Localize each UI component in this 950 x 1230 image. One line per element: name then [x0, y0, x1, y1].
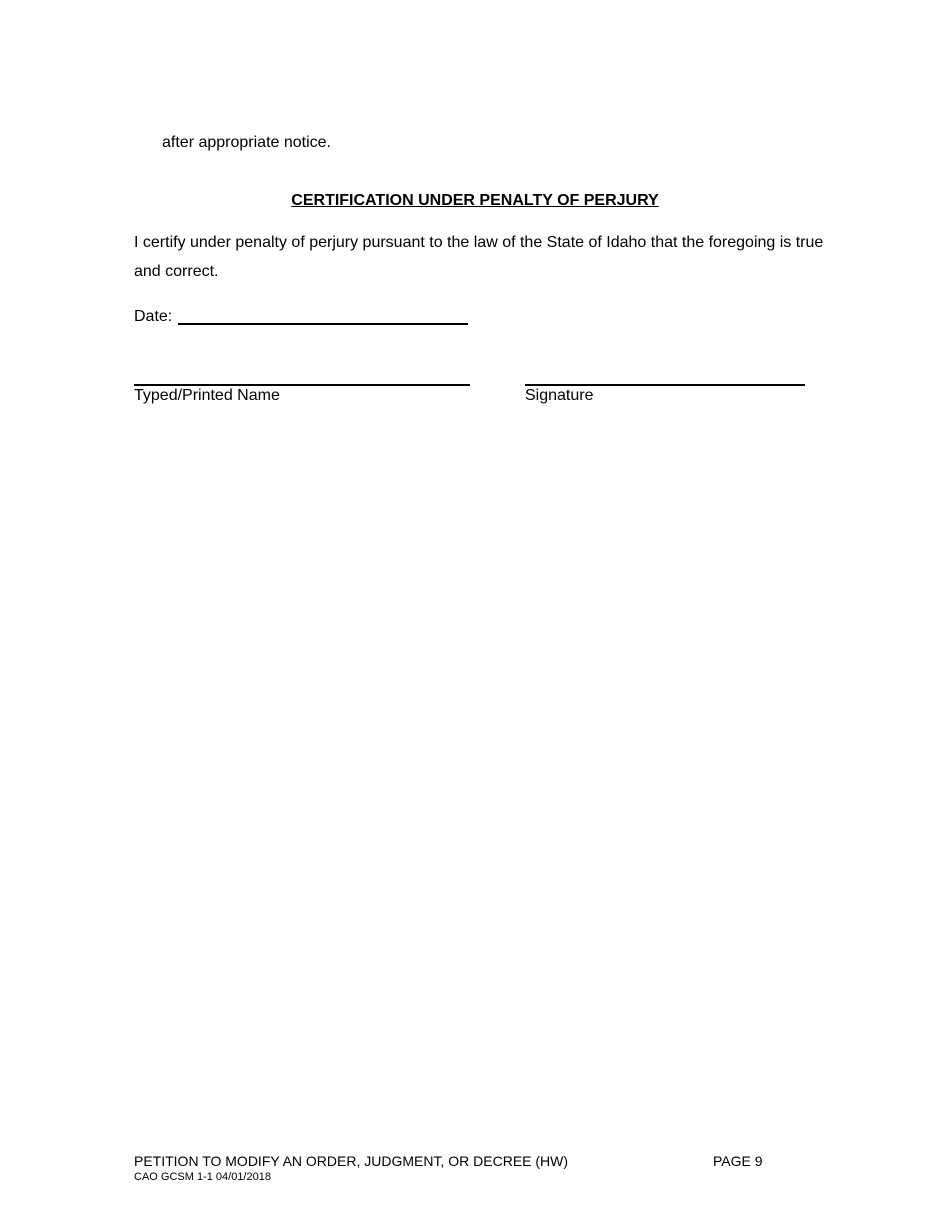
date-row — [134, 308, 468, 326]
certification-heading: CERTIFICATION UNDER PENALTY OF PERJURY — [291, 192, 659, 209]
signature-field-line[interactable] — [525, 384, 805, 386]
footer-document-title: PETITION TO MODIFY AN ORDER, JUDGMENT, OR DECREE (HW) — [134, 1153, 569, 1169]
printed-name-field-line[interactable] — [134, 384, 470, 386]
printed-name-label: Typed/Printed Name — [134, 387, 280, 404]
signature-block — [525, 384, 805, 405]
certification-body: I certify under penalty of perjury pursuant to the law of the State of Idaho that the foregoing is true and correct. — [134, 234, 824, 280]
continuation-text: after appropriate notice. — [162, 134, 331, 151]
printed-name-block — [134, 384, 470, 405]
date-label: Date: — [134, 308, 173, 325]
date-field-line[interactable] — [178, 323, 468, 325]
footer-form-code: CAO GCSM 1-1 04/01/2018 — [134, 1171, 271, 1183]
footer-page-number: PAGE 9 — [713, 1153, 763, 1169]
signature-label: Signature — [525, 387, 594, 404]
